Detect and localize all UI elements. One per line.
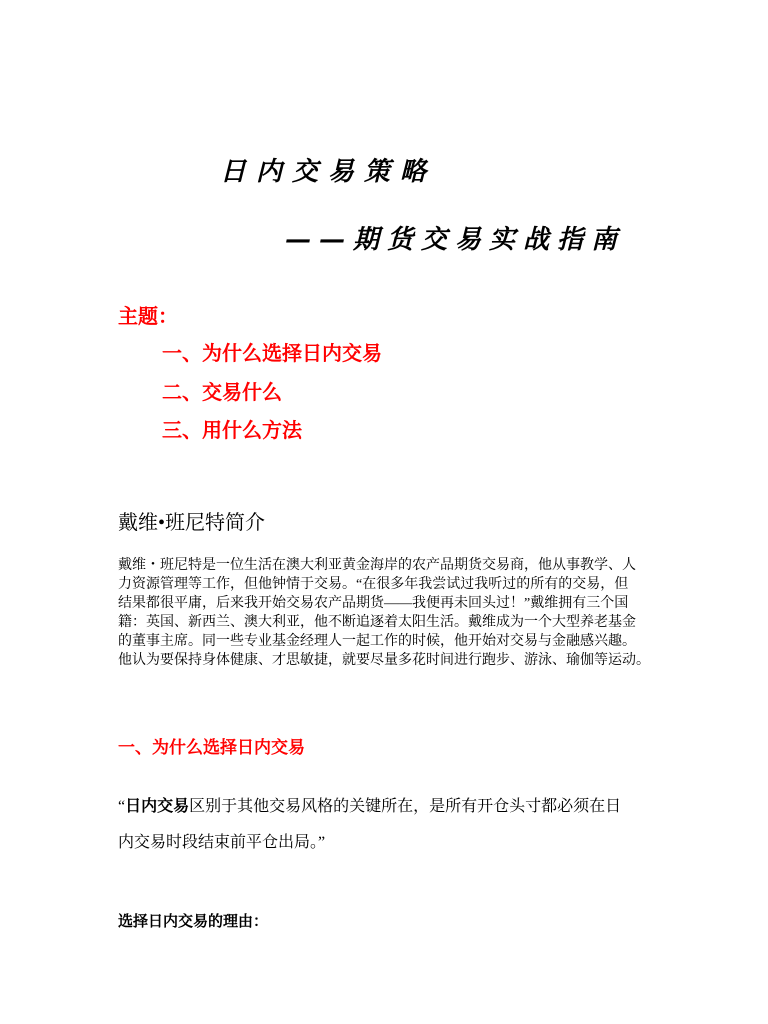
bio-heading: 戴维•班尼特简介	[118, 512, 266, 534]
quote-line-1	[118, 789, 708, 825]
topic-item-3: 三、用什么方法	[162, 420, 302, 442]
bio-paragraph	[118, 556, 698, 670]
bio-line: 结果都很平庸，后来我开始交易农产品期货——我便再未回头过！”戴维拥有三个国	[118, 596, 629, 611]
bio-line: 他认为要保持身体健康、才思敏捷，就要尽量多花时间进行跑步、游泳、瑜伽等运动。	[118, 653, 650, 668]
bio-line: 的董事主席。同一些专业基金经理人一起工作的时候，他开始对交易与金融感兴趣。	[118, 634, 636, 649]
quote-bold-term: 日内交易	[125, 798, 190, 815]
quote-text: 区别于其他交易风格的关键所在，是所有开仓头寸都必须在日	[189, 798, 622, 815]
quote-line-2: 内交易时段结束前平仓出局。”	[118, 834, 326, 851]
topic-item-1: 一、为什么选择日内交易	[162, 343, 382, 365]
definition-quote	[118, 789, 708, 861]
topics-list	[162, 340, 382, 456]
topics-label: 主题：	[118, 306, 178, 328]
document-subtitle: ——期货交易实战指南	[285, 225, 626, 255]
section-heading: 一、为什么选择日内交易	[118, 738, 305, 757]
bio-line: 力资源管理等工作，但他钟情于交易。“在很多年我尝试过我听过的所有的交易，但	[118, 577, 629, 592]
document-title: 日内交易策略	[220, 157, 437, 187]
reasons-label: 选择日内交易的理由：	[118, 913, 269, 930]
quote-open-mark: “	[118, 798, 126, 815]
bio-line: 籍：英国、新西兰、澳大利亚，他不断追逐着太阳生活。戴维成为一个大型养老基金	[118, 615, 636, 630]
topic-item-2: 二、交易什么	[162, 381, 282, 404]
bio-line: 戴维・班尼特是一位生活在澳大利亚黄金海岸的农产品期货交易商，他从事教学、人	[118, 558, 636, 573]
